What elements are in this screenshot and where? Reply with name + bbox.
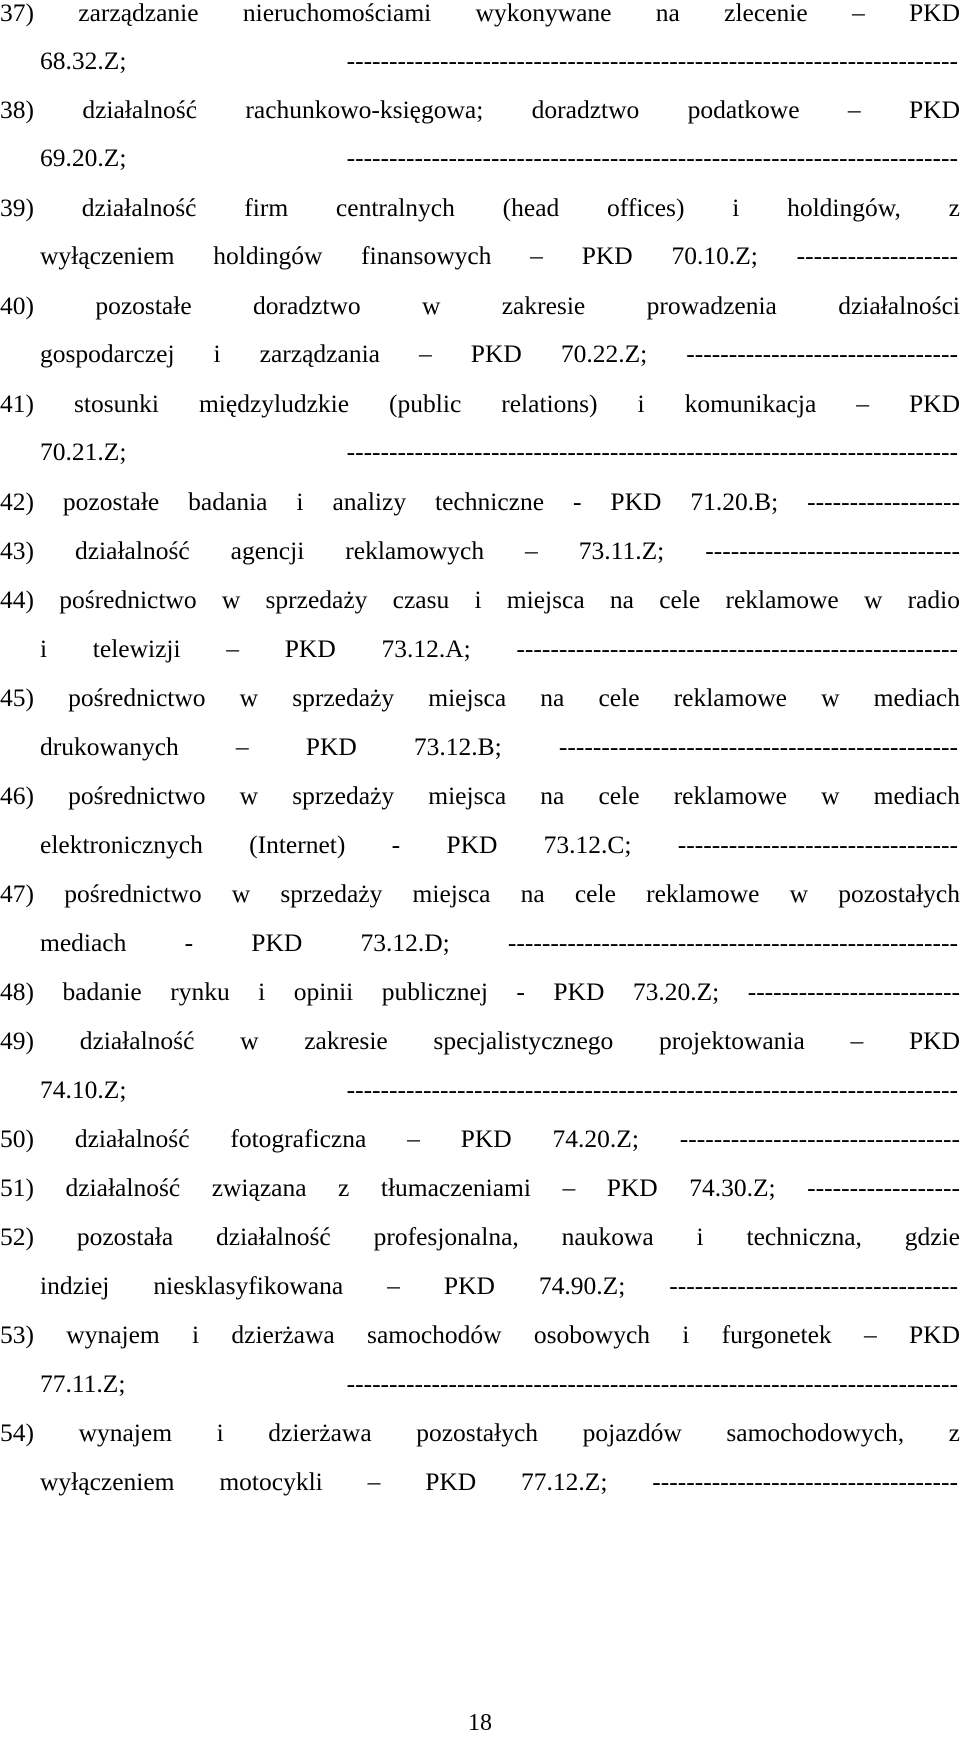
list-item-49-line-1: 49) działalność w zakresie specjalistycznego projektowania – PKD <box>0 1026 960 1055</box>
list-item-44-line-1: 44) pośrednictwo w sprzedaży czasu i miejsca na cele reklamowe w radio <box>0 585 960 614</box>
list-item-38-line-2: 69.20.Z; ------------------------------------------------------------------------ <box>40 143 958 172</box>
list-item-41-line-2: 70.21.Z; ------------------------------------------------------------------------ <box>40 437 958 466</box>
list-item-40-line-2: gospodarczej i zarządzania – PKD 70.22.Z; -------------------------------- <box>40 339 958 368</box>
list-item-40-line-1: 40) pozostałe doradztwo w zakresie prowadzenia działalności <box>0 291 960 320</box>
list-item-45-line-2: drukowanych – PKD 73.12.B; ----------------------------------------------- <box>40 732 958 761</box>
list-item-42: 42) pozostałe badania i analizy techniczne - PKD 71.20.B; ------------------ <box>0 487 960 516</box>
page-number: 18 <box>468 1710 492 1736</box>
list-item-38-line-1: 38) działalność rachunkowo-księgowa; doradztwo podatkowe – PKD <box>0 95 960 124</box>
list-item-45-line-1: 45) pośrednictwo w sprzedaży miejsca na cele reklamowe w mediach <box>0 683 960 712</box>
list-item-47-line-2: mediach - PKD 73.12.D; ----------------------------------------------------- <box>40 928 958 957</box>
list-item-39-line-2: wyłączeniem holdingów finansowych – PKD 70.10.Z; ------------------- <box>40 241 958 270</box>
list-item-54-line-2: wyłączeniem motocykli – PKD 77.12.Z; ------------------------------------ <box>40 1467 958 1496</box>
list-item-54-line-1: 54) wynajem i dzierżawa pozostałych pojazdów samochodowych, z <box>0 1418 960 1447</box>
list-item-47-line-1: 47) pośrednictwo w sprzedaży miejsca na cele reklamowe w pozostałych <box>0 879 960 908</box>
list-item-37-line-1: 37) zarządzanie nieruchomościami wykonywane na zlecenie – PKD <box>0 0 960 27</box>
list-item-43: 43) działalność agencji reklamowych – 73.11.Z; ------------------------------ <box>0 536 960 565</box>
list-item-52-line-1: 52) pozostała działalność profesjonalna, naukowa i techniczna, gdzie <box>0 1222 960 1251</box>
list-item-37-line-2: 68.32.Z; ------------------------------------------------------------------------ <box>40 46 958 75</box>
list-item-46-line-1: 46) pośrednictwo w sprzedaży miejsca na cele reklamowe w mediach <box>0 781 960 810</box>
list-item-48: 48) badanie rynku i opinii publicznej - PKD 73.20.Z; ------------------------- <box>0 977 960 1006</box>
list-item-51: 51) działalność związana z tłumaczeniami – PKD 74.30.Z; ------------------ <box>0 1173 960 1202</box>
list-item-41-line-1: 41) stosunki międzyludzkie (public relations) i komunikacja – PKD <box>0 389 960 418</box>
list-item-46-line-2: elektronicznych (Internet) - PKD 73.12.C; --------------------------------- <box>40 830 958 859</box>
list-item-50: 50) działalność fotograficzna – PKD 74.20.Z; --------------------------------- <box>0 1124 960 1153</box>
list-item-44-line-2: i telewizji – PKD 73.12.A; ---------------------------------------------------- <box>40 634 958 663</box>
list-item-49-line-2: 74.10.Z; ------------------------------------------------------------------------ <box>40 1075 958 1104</box>
list-item-53-line-1: 53) wynajem i dzierżawa samochodów osobowych i furgonetek – PKD <box>0 1320 960 1349</box>
list-item-39-line-1: 39) działalność firm centralnych (head offices) i holdingów, z <box>0 193 960 222</box>
list-item-53-line-2: 77.11.Z; ------------------------------------------------------------------------ <box>40 1369 958 1398</box>
list-item-52-line-2: indziej niesklasyfikowana – PKD 74.90.Z; ---------------------------------- <box>40 1271 958 1300</box>
